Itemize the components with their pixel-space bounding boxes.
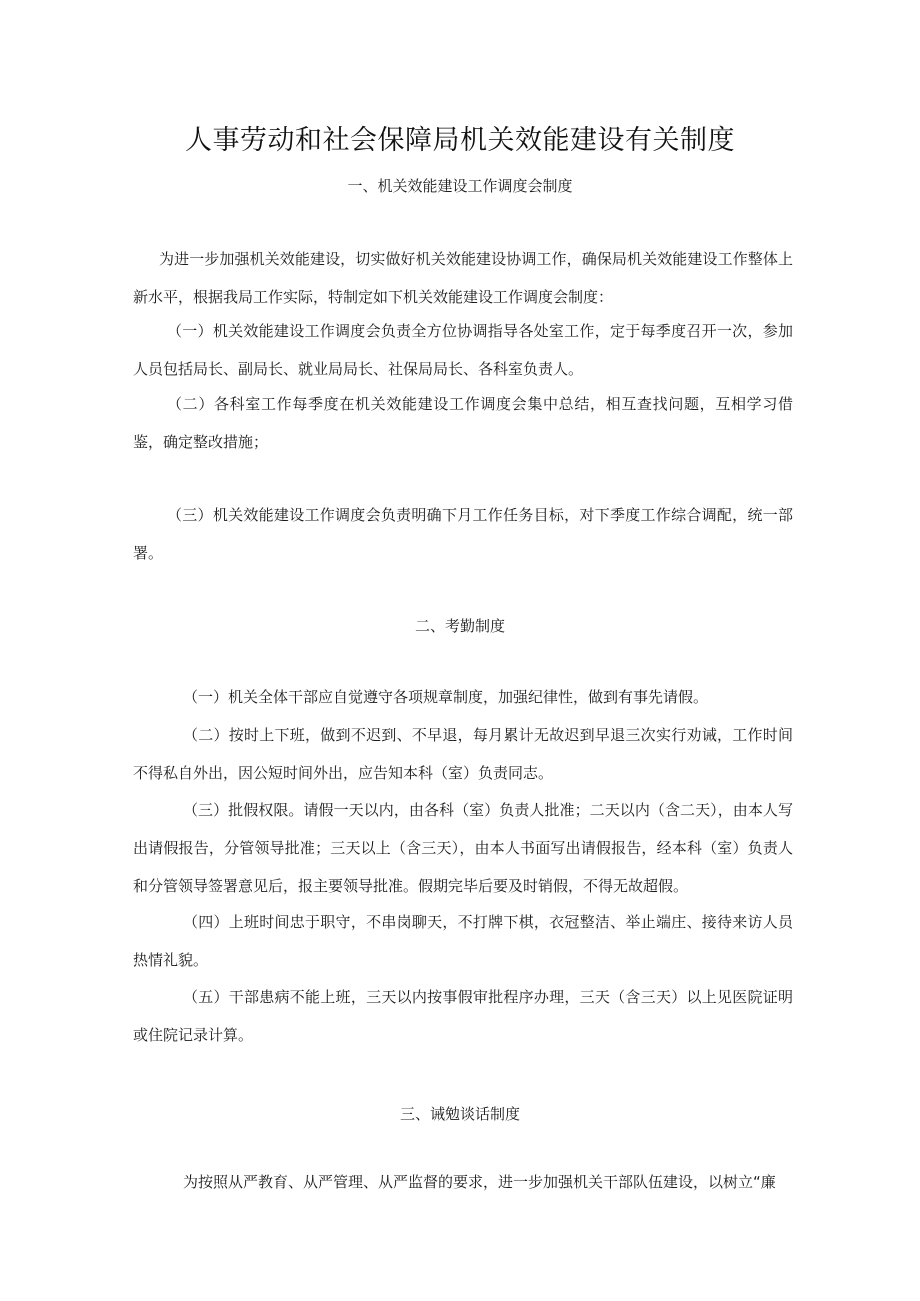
section2-item-3: （三）批假权限。请假一天以内，由各科（室）负责人批准；二天以内（含二天），由本人写出请假报告，分管领导批准；三天以上（含三天），由本人书面写出请假报告，经本科（室）负责人和分管领导签署意见后，报主要领导批准。假期完毕后要及时销假，不得无故超假。	[133, 801, 793, 895]
section2-item-4: （四）上班时间忠于职守，不串岗聊天，不打牌下棋，衣冠整洁、举止端庄、接待来访人员热情礼貌。	[133, 913, 793, 969]
section3-intro-paragraph: 为按照从严教育、从严管理、从严监督的要求，进一步加强机关干部队伍建设，以树立“廉	[183, 1173, 776, 1191]
section1-item-1: （一）机关效能建设工作调度会负责全方位协调指导各处室工作，定于每季度召开一次，参加人员包括局长、副局长、就业局局长、社保局局长、各科室负责人。	[133, 322, 793, 378]
section1-item-3: （三）机关效能建设工作调度会负责明确下月工作任务目标，对下季度工作综合调配，统一部署。	[133, 506, 793, 562]
section-heading-2: 二、考勤制度	[414, 617, 505, 635]
section1-intro-paragraph: 为进一步加强机关效能建设，切实做好机关效能建设协调工作，确保局机关效能建设工作整体上新水平，根据我局工作实际，特制定如下机关效能建设工作调度会制度：	[133, 250, 793, 306]
section2-item-1: （一）机关全体干部应自觉遵守各项规章制度，加强纪律性，做到有事先请假。	[183, 688, 709, 706]
document-title: 人事劳动和社会保障局机关效能建设有关制度	[185, 125, 735, 156]
section2-item-2: （二）按时上下班，做到不迟到、不早退，每月累计无故迟到早退三次实行劝诫，工作时间不得私自外出，因公短时间外出，应告知本科（室）负责同志。	[133, 726, 793, 782]
section-heading-1: 一、机关效能建设工作调度会制度	[347, 177, 573, 195]
section1-item-2: （二）各科室工作每季度在机关效能建设工作调度会集中总结，相互查找问题，互相学习借鉴，确定整改措施；	[133, 395, 793, 451]
section2-item-5: （五）干部患病不能上班，三天以内按事假审批程序办理，三天（含三天）以上见医院证明或住院记录计算。	[133, 988, 793, 1044]
section-heading-3: 三、诫勉谈话制度	[399, 1105, 520, 1123]
